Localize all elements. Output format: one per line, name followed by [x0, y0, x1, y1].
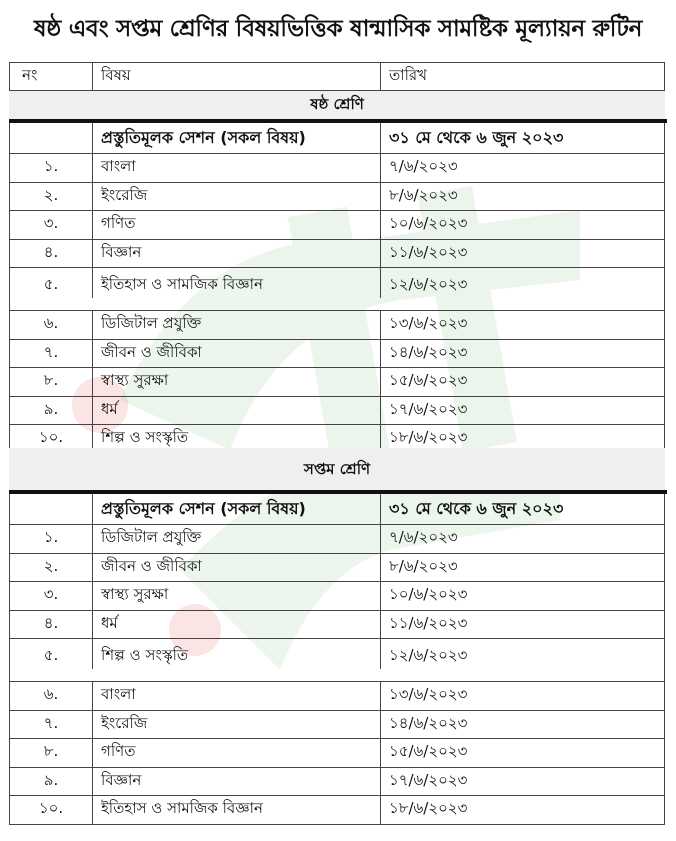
session-date: ৩১ মে থেকে ৬ জুন ২০২৩	[389, 127, 564, 147]
header-no: নং	[10, 63, 93, 90]
section-class-six	[9, 91, 665, 454]
table-row: ১০. শিল্প ও সংস্কৃতি ১৮/৬/২০২৩	[9, 425, 665, 454]
table-row: ৬. ডিজিটাল প্রযুক্তি ১৩/৬/২০২৩	[9, 311, 665, 340]
table-row: ৩. গণিত ১০/৬/২০২৩	[9, 211, 665, 240]
table-header-row	[9, 62, 665, 91]
table-row: ৬. বাংলা ১৩/৬/২০২৩	[9, 682, 665, 711]
table-row: ৭. জীবন ও জীবিকা ১৪/৬/২০২৩	[9, 340, 665, 369]
page-title: ষষ্ঠ এবং সপ্তম শ্রেণির বিষয়ভিত্তিক ষান্মাসিক সামষ্টিক মূল্যায়ন রুটিন	[33, 16, 643, 42]
table-row: ১০. ইতিহাস ও সামজিক বিজ্ঞান ১৮/৬/২০২৩	[9, 796, 665, 825]
section-heading: সপ্তম শ্রেণি	[9, 448, 665, 490]
table-row: ৭. ইংরেজি ১৪/৬/২০২৩	[9, 711, 665, 740]
table-row: ৩. স্বাস্থ্য সুরক্ষা ১০/৬/২০২৩	[9, 582, 665, 611]
header-date: তারিখ	[389, 66, 427, 84]
table-row: ৮. স্বাস্থ্য সুরক্ষা ১৫/৬/২০২৩	[9, 368, 665, 397]
table-row: ৮. গণিত ১৫/৬/২০২৩	[9, 739, 665, 768]
table-row: ২. ইংরেজি ৮/৬/২০২৩	[9, 183, 665, 212]
table-row: ৫. ইতিহাস ও সামজিক বিজ্ঞান ১২/৬/২০২৩	[9, 268, 665, 311]
session-row	[9, 123, 665, 154]
session-row	[9, 494, 665, 525]
table-row: ১. ডিজিটাল প্রযুক্তি ৭/৬/২০২৩	[9, 525, 665, 554]
session-subject: প্রস্তুতিমূলক সেশন (সকল বিষয়)	[93, 123, 381, 153]
table-row: ১. বাংলা ৭/৬/২০২৩	[9, 154, 665, 183]
session-subject: প্রস্তুতিমূলক সেশন (সকল বিষয়)	[93, 494, 381, 524]
table-row: ৪. ধর্ম ১১/৬/২০২৩	[9, 611, 665, 640]
routine-table-header	[9, 62, 665, 91]
table-row: ৫. শিল্প ও সংস্কৃতি ১২/৬/২০২৩	[9, 639, 665, 682]
table-row: ৪. বিজ্ঞান ১১/৬/২০২৩	[9, 240, 665, 269]
section-class-seven	[9, 448, 665, 825]
header-subject: বিষয়	[93, 63, 381, 90]
session-date: ৩১ মে থেকে ৬ জুন ২০২৩	[389, 498, 564, 518]
section-heading: ষষ্ঠ শ্রেণি	[9, 91, 665, 119]
table-row: ৯. ধর্ম ১৭/৬/২০২৩	[9, 397, 665, 426]
table-row: ২. জীবন ও জীবিকা ৮/৬/২০২৩	[9, 554, 665, 583]
table-row: ৯. বিজ্ঞান ১৭/৬/২০২৩	[9, 768, 665, 797]
